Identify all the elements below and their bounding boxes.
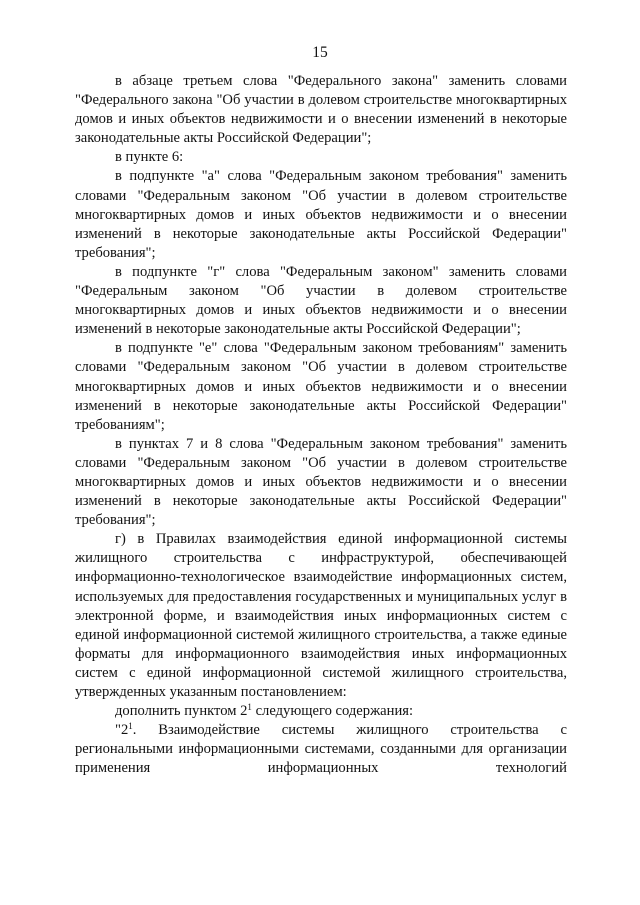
paragraph-rules-g: г) в Правилах взаимодействия единой информационной системы жилищного строительства с инфраструктурой, обеспечивающей информационно-технологическое взаимодействие информационных систем, используемых для предоставления государственных и муниципальных услуг в электронной форме, и взаимодействия иных информационных систем с единой информационной системой жилищного строительства, а также единые форматы для информационного взаимодействия иных информационных систем с единой информационной системой жилищного строительства, утвержденных указанным постановлением: [75,531,567,700]
new-point-superscript: 1 [128,721,133,732]
page-number: 15 [312,44,328,61]
paragraph-subpoint-a: в подпункте "а" слова "Федеральным законом требования" заменить словами "Федеральным законом "Об участии в долевом строительстве многоквартирных домов и иных объектов недвижимости и о внесении изменений в некоторые законодательные акты Российской Федерации" требования"; [75,168,567,261]
paragraph-point-6: в пункте 6: [115,149,184,166]
add-point-tail: следующего содержания: [251,703,414,720]
add-point-text: дополнить пунктом 2 [115,703,248,720]
paragraph-subpoint-e: в подпункте "е" слова "Федеральным законом требованиям" заменить словами "Федеральным законом "Об участии в долевом строительстве многоквартирных домов и иных объектов недвижимости и о внесении изменений в некоторые законодательные акты Российской Федерации" требованиям"; [75,340,567,433]
add-point-superscript: 1 [247,702,252,713]
paragraph-para3-replacement: в абзаце третьем слова "Федерального закона" заменить словами "Федерального закона "Об участии в долевом строительстве многоквартирных домов и иных объектов недвижимости и о внесении изменений в некоторые законодательные акты Российской Федерации"; [75,73,567,147]
paragraph-new-point [75,721,567,778]
paragraph-add-point [75,702,567,721]
document-body [75,72,567,778]
new-point-number: "2 [115,722,129,739]
paragraph-points-7-8: в пунктах 7 и 8 слова "Федеральным законом требования" заменить словами "Федеральным законом "Об участии в долевом строительстве многоквартирных домов и иных объектов недвижимости и о внесении изменений в некоторые законодательные акты Российской Федерации" требования"; [75,435,567,529]
paragraph-subpoint-g: в подпункте "г" слова "Федеральным законом" заменить словами "Федеральным законом "Об участии в долевом строительстве многоквартирных домов и иных объектов недвижимости и о внесении изменений в некоторые законодательные акты Российской Федерации"; [75,263,567,338]
new-point-text: . Взаимодействие системы жилищного строительства с региональными информационными системами, созданными для организации применения информационных технологий [75,722,567,777]
